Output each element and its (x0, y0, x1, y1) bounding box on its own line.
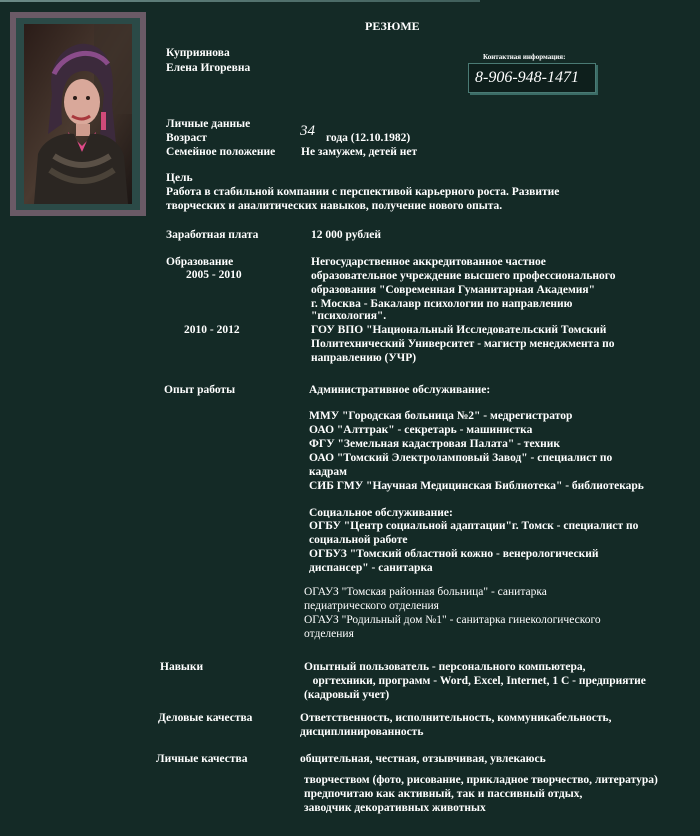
personal-qualities-value: общительная, честная, отзывчивая, увлекаюсь (300, 753, 546, 765)
social-heading: Социальное обслуживание: (309, 507, 453, 519)
goal-line: творческих и аналитических навыков, получение нового опыта. (166, 200, 503, 212)
skills-line: (кадровый учет) (304, 689, 390, 701)
education-line: г. Москва - Бакалавр психологии по направлению (311, 298, 573, 310)
job-line: ФГУ "Земельная кадастровая Палата" - техник (309, 438, 560, 450)
job-line: педиатрического отделения (304, 600, 439, 612)
education-line: Политехнический Университет - магистр менеджмента по (311, 338, 615, 350)
admin-heading: Административное обслуживание: (309, 384, 491, 396)
phone-number: 8-906-948-1471 (475, 69, 579, 86)
education-line: ГОУ ВПО "Национальный Исследовательский Томский (311, 324, 607, 336)
salary-value: 12 000 рублей (311, 229, 381, 241)
job-line: отделения (304, 628, 354, 640)
personal-qualities-label: Личные качества (156, 753, 248, 765)
education-label: Образование (166, 256, 234, 268)
personal-qualities-line: предпочитаю как активный, так и пассивный отдых, (304, 788, 583, 800)
job-line: социальной работе (309, 534, 408, 546)
family-value: Не замужем, детей нет (301, 146, 418, 158)
personal-qualities-line: творчеством (фото, рисование, прикладное творчество, литература) (304, 774, 658, 786)
job-line: ОГБУЗ "Томский областной кожно - венерологический (309, 548, 599, 560)
job-line: ОАО "Томский Электроламповый Завод" - специалист по (309, 452, 613, 464)
business-qualities-label: Деловые качества (158, 712, 253, 724)
job-line: кадрам (309, 466, 347, 478)
job-line: СИБ ГМУ "Научная Медицинская Библиотека" - библиотекарь (309, 480, 644, 492)
job-line: ОГАУЗ "Томская районная больница" - санитарка (304, 586, 547, 598)
job-line: ОАО "Алттрак" - секретарь - машинистка (309, 424, 533, 436)
job-line: ММУ "Городская больница №2" - медрегистратор (309, 410, 573, 422)
education-line: Негосударственное аккредитованное частное (311, 256, 546, 268)
personal-qualities-line: заводчик декоративных животных (304, 802, 486, 814)
job-line: ОГАУЗ "Родильный дом №1" - санитарка гинекологического (304, 614, 601, 626)
skills-line: оргтехники, программ - Word, Excel, Internet, 1 С - предприятие (304, 675, 646, 687)
education-line: образовательное учреждение высшего профессионального (311, 270, 616, 282)
education-years: 2005 - 2010 (186, 269, 242, 281)
job-line: ОГБУ "Центр социальной адаптации"г. Томск - специалист по (309, 520, 639, 532)
page-title: РЕЗЮМЕ (365, 19, 420, 33)
education-line: "психология". (311, 310, 387, 322)
age-label: Возраст (166, 132, 207, 144)
salary-label: Заработная плата (166, 229, 259, 241)
business-qualities-line: Ответственность, исполнительность, коммуникабельность, (300, 712, 612, 724)
education-years: 2010 - 2012 (184, 324, 240, 336)
first-middle-name: Елена Игоревна (166, 62, 251, 74)
last-name: Куприянова (166, 47, 230, 59)
business-qualities-line: дисциплинированность (300, 726, 424, 738)
family-label: Семейное положение (166, 146, 276, 158)
photo-frame (10, 12, 146, 216)
age-detail: года (12.10.1982) (326, 132, 411, 144)
education-line: образования "Современная Гуманитарная Академия" (311, 284, 596, 296)
education-line: направлению (УЧР) (311, 352, 417, 364)
skills-line: Опытный пользователь - персонального компьютера, (304, 661, 586, 673)
phone-box (468, 63, 596, 93)
personal-heading: Личные данные (166, 118, 251, 130)
goal-line: Работа в стабильной компании с перспективой карьерного роста. Развитие (166, 186, 560, 198)
contact-label: Контактная информация: (483, 53, 566, 61)
skills-label: Навыки (160, 661, 204, 673)
job-line: диспансер" - санитарка (309, 562, 433, 574)
profile-photo (24, 24, 132, 204)
experience-label: Опыт работы (164, 384, 236, 396)
age-value: 34 (300, 123, 315, 139)
top-accent-line (0, 0, 480, 2)
goal-heading: Цель (166, 172, 193, 184)
